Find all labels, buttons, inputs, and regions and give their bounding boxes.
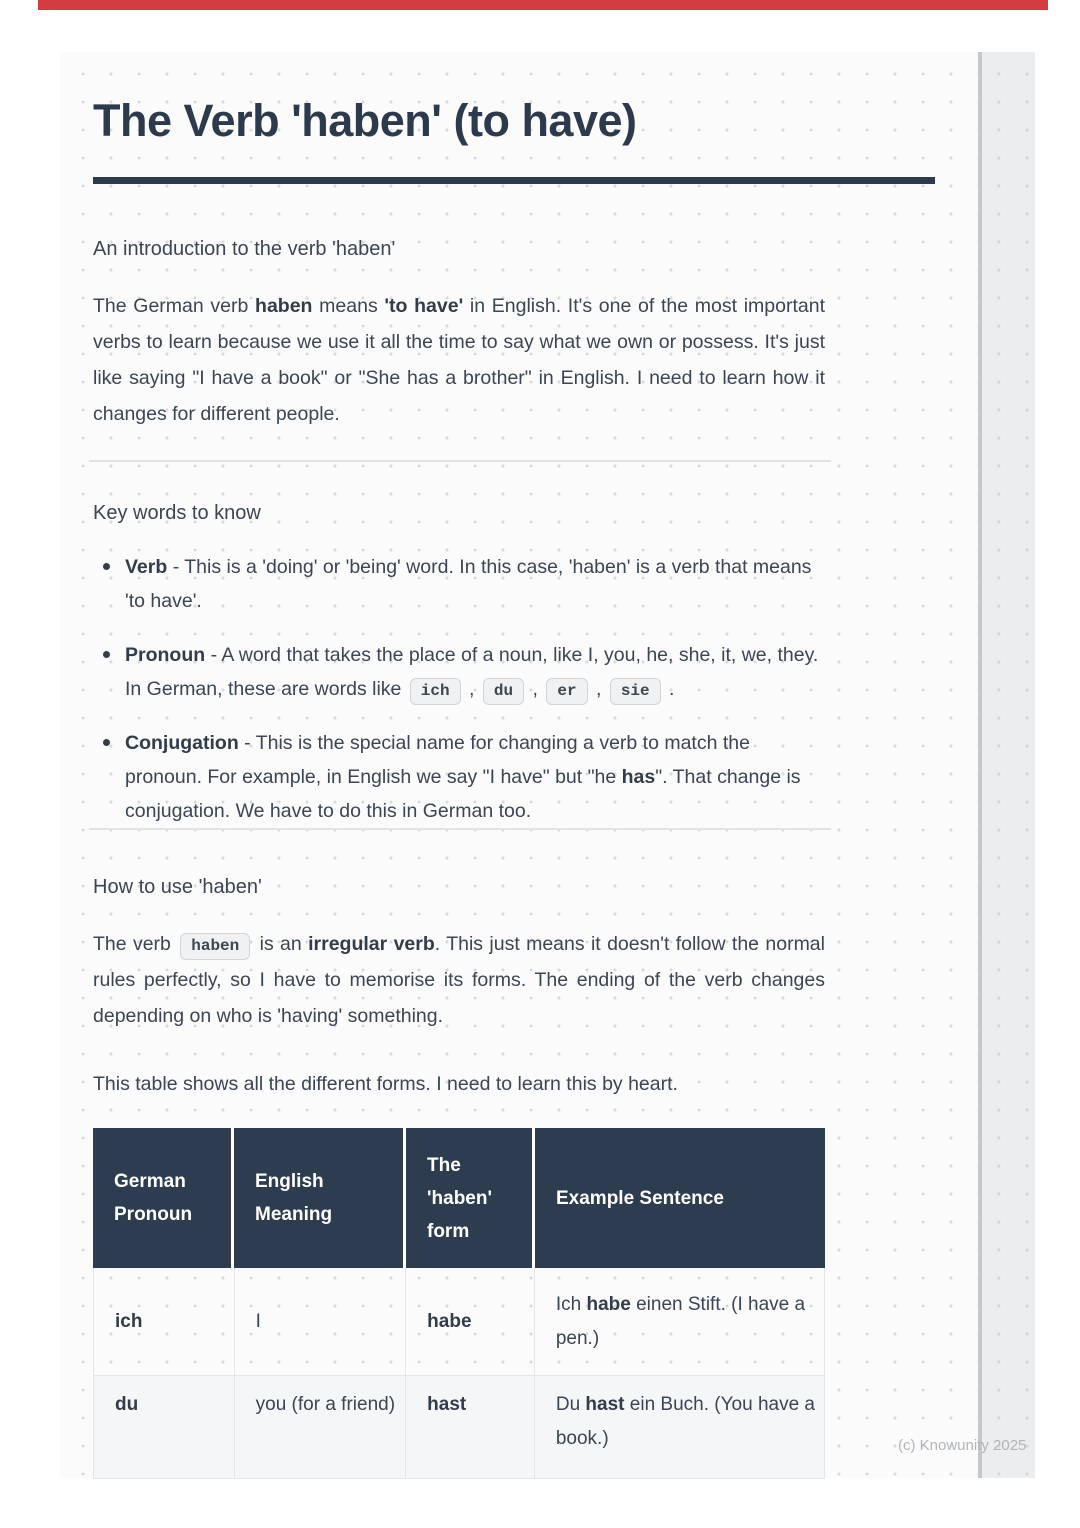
list-item-verb [93, 550, 825, 618]
table-body [93, 1268, 825, 1479]
cell-form: habe [406, 1268, 535, 1375]
bold-text: has [621, 766, 656, 788]
code-chip: ich [410, 678, 461, 705]
list-item-text: Conjugation - This is the special name for changing a verb to match the pronoun. For example, in English we say "I have" but "he has". That change is conjugation. We have to do this in German too. [125, 732, 801, 822]
code-chip: du [483, 678, 524, 705]
bold-text: irregular verb [308, 933, 435, 955]
table-row-du [94, 1376, 824, 1479]
table-note: This table shows all the different forms. I need to learn this by heart. [93, 1073, 678, 1095]
bullet-icon [103, 563, 110, 570]
bold-text: hast [585, 1394, 625, 1415]
keywords-heading: Key words to know [93, 502, 261, 524]
howto-paragraph: The verb haben is an irregular verb. This just means it doesn't follow the normal rules perfectly, so I have to memorise its forms. The ending of the verb changes depending on who is 'having' something. [93, 933, 825, 1027]
table-header-row [93, 1128, 825, 1268]
section-divider [89, 828, 831, 830]
bold-text: Pronoun [125, 644, 206, 666]
cell-meaning: you (for a friend) [235, 1376, 407, 1478]
bullet-icon [103, 651, 110, 658]
list-item-pronoun [93, 638, 825, 706]
intro-paragraph: The German verb haben means 'to have' in English. It's one of the most important verbs to learn because we use it all the time to say what we own or possess. It's just like saying "I have a book" or "She has a brother" in English. I need to learn how it changes for different people. [93, 295, 825, 425]
header-cell-example: Example Sentence [556, 1187, 724, 1209]
title-underline [93, 177, 935, 184]
bold-text: 'to have' [384, 295, 464, 317]
cell-example: Du hast ein Buch. (You have a book.) [555, 1394, 815, 1449]
bold-text: Conjugation [125, 732, 239, 754]
header-cell-german-pronoun: German Pronoun [93, 1128, 234, 1268]
conjugation-table [93, 1128, 825, 1479]
list-item-conjugation [93, 726, 825, 828]
code-chip: haben [180, 933, 250, 960]
list-item-text: Pronoun - A word that takes the place of a noun, like I, you, he, she, it, we, they. In German, these are words like ich , du , er , sie . [125, 644, 818, 700]
bold-text: habe [586, 1293, 631, 1315]
cell-example: Ich habe einen Stift. (I have a pen.) [555, 1293, 806, 1349]
keyword-list [93, 550, 825, 848]
bold-text: haben [255, 295, 313, 317]
howto-heading: How to use 'haben' [93, 876, 262, 898]
header-cell-english-meaning: English Meaning [234, 1128, 406, 1268]
cell-form: hast [406, 1376, 535, 1478]
list-item-text: Verb - This is a 'doing' or 'being' word. In this case, 'haben' is a verb that means 'to have'. [125, 556, 812, 612]
table-row-ich [94, 1268, 824, 1376]
copyright-watermark: (c) Knowunity 2025 [898, 1437, 1027, 1454]
section-divider [89, 460, 831, 462]
page-title: The Verb 'haben' (to have) [93, 95, 637, 146]
cell-meaning: I [235, 1268, 407, 1375]
header-cell-haben-form: The 'haben' form [406, 1128, 535, 1268]
cell-pronoun: du [94, 1376, 235, 1478]
code-chip: er [546, 678, 587, 705]
bold-text: Verb [125, 556, 168, 578]
bullet-icon [103, 739, 110, 746]
cell-pronoun: ich [94, 1268, 235, 1375]
intro-heading: An introduction to the verb 'haben' [93, 238, 396, 260]
code-chip: sie [610, 678, 661, 705]
